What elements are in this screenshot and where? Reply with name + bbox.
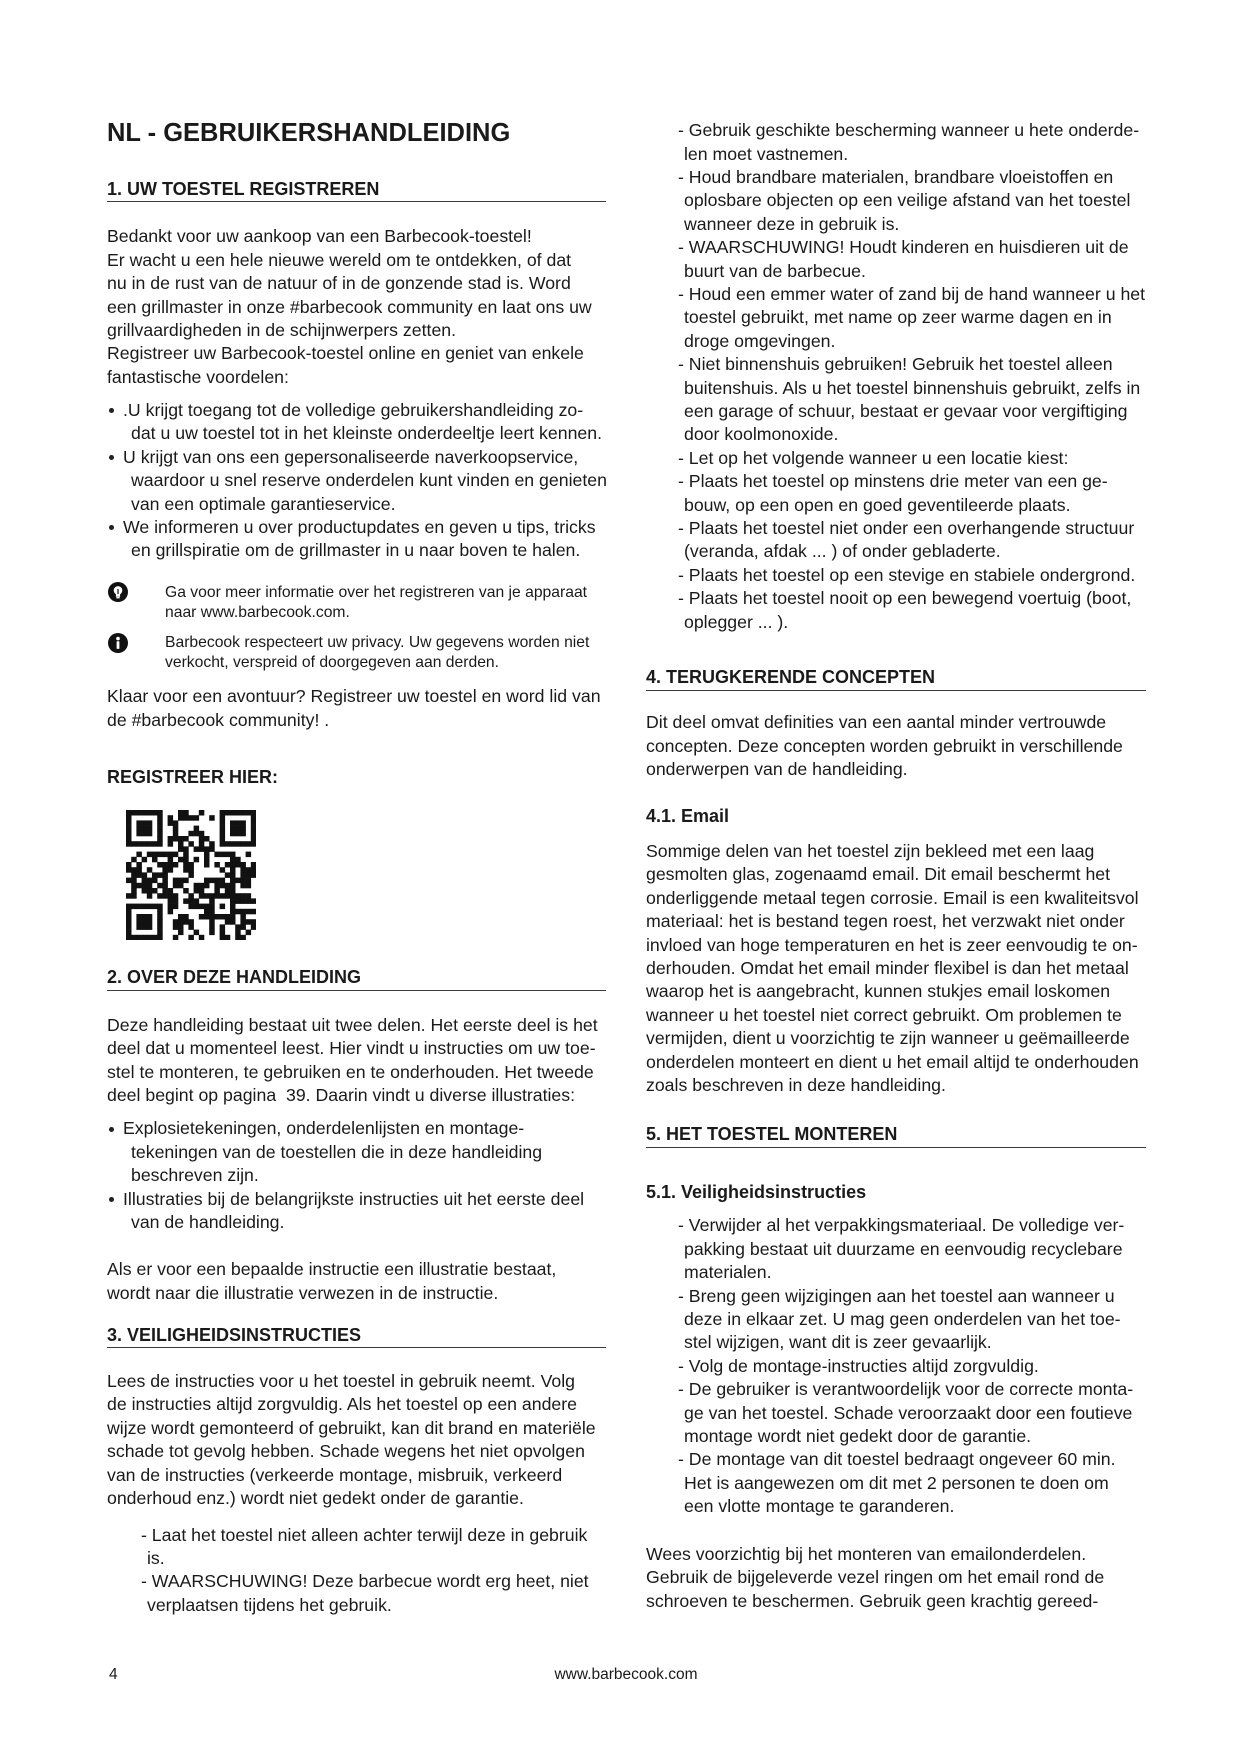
safety-intro: Lees de instructies voor u het toestel in gebruik neemt. Volg de instructies altijd zorgvuldig. Als het toestel op een andere wijze wordt gemonteerd of gebruikt, kan dit brand en materiële schade tot gevolg hebben. Schade wegens het niet opvolgen van de instructies (verkeerde montage, misbruik, verkeerd onderhoud enz.) wordt niet gedekt onder de garantie. xyxy=(107,1371,596,1509)
safety-warning-item: - Niet binnenshuis gebruiken! Gebruik het toestel alleen buitenshuis. Als u het toestel binnenshuis gebruikt, zelfs in een garage of schuur, bestaat er gevaar voor vergiftiging door koolmonoxide. xyxy=(678,354,1141,445)
section-heading-assembly: 5. HET TOESTEL MONTEREN xyxy=(646,1123,1146,1147)
register-here-label: REGISTREER HIER: xyxy=(107,767,279,788)
about-manual-outro: Als er voor een bepaalde instructie een illustratie bestaat, wordt naar die illustratie verwezen in de instructie. xyxy=(107,1259,557,1303)
safety-warning-item: - Plaats het toestel op minstens drie meter van een ge- bouw, op een open en goed geventileerde plaats. xyxy=(678,471,1108,515)
safety-warning-item: - Let op het volgende wanneer u een locatie kiest: xyxy=(678,447,1069,468)
registration-call-to-action: Klaar voor een avontuur? Registreer uw toestel en word lid van de #barbecook community! . xyxy=(107,686,601,730)
page-number: 4 xyxy=(109,1666,118,1683)
assembly-instruction-item: - De gebruiker is verantwoordelijk voor de correcte monta- ge van het toestel. Schade veroorzaakt door een foutieve montage wordt niet gedekt door de garantie. xyxy=(678,1379,1134,1447)
subheading-assembly-safety: 5.1. Veiligheidsinstructies xyxy=(646,1181,867,1202)
lightbulb-icon xyxy=(108,582,128,602)
list-item-text: Explosietekeningen, onderdelenlijsten en montage- tekeningen van de toestellen die in deze handleiding beschreven zijn. xyxy=(123,1118,543,1186)
bullet-icon xyxy=(109,525,114,530)
safety-warnings-list-part2 xyxy=(678,119,1148,634)
list-item xyxy=(107,1188,606,1235)
email-description: Sommige delen van het toestel zijn bekleed met een laag gesmolten glas, zogenaamd email. Dit email beschermt het onderliggende metaal tegen corrosie. Email is een kwaliteitsvol materiaal: het is bestand tegen roest, het verzwakt niet onder invloed van hoge temperaturen en het is zeer eenvoudig te on- derhouden. Omdat het email minder flexibel is dan het metaal waarop het is aangebracht, kunnen stukjes email loskomen wanneer u het toestel niet correct gebruikt. Om problemen te vermijden, dient u voorzichtig te zijn wanneer u geëmailleerde onderdelen monteert en dient u het email altijd te onderhouden zoals beschreven in deze handleiding. xyxy=(646,841,1139,1096)
qr-code xyxy=(126,810,256,940)
safety-warnings-list-part1 xyxy=(141,1524,606,1618)
registration-info-note: Ga voor meer informatie over het registreren van je apparaat naar www.barbecook.com. xyxy=(165,584,588,622)
safety-warning-item: - Laat het toestel niet alleen achter terwijl deze in gebruik is. xyxy=(141,1524,588,1568)
bullet-icon xyxy=(109,408,114,413)
concepts-intro: Dit deel omvat definities van een aantal minder vertrouwde concepten. Deze concepten worden gebruikt in verschillende onderwerpen van de handleiding. xyxy=(646,712,1123,780)
benefit-item xyxy=(107,446,606,516)
benefit-text: .U krijgt toegang tot de volledige gebruikershandleiding zo- dat u uw toestel tot in het kleinste onderdeeltje leert kennen. xyxy=(123,400,602,444)
section-heading-about-manual: 2. OVER DEZE HANDLEIDING xyxy=(107,966,606,990)
safety-warning-item: - WAARSCHUWING! Houdt kinderen en huisdieren uit de buurt van de barbecue. xyxy=(678,237,1129,281)
bullet-icon xyxy=(109,455,114,460)
assembly-instruction-item: - De montage van dit toestel bedraagt ongeveer 60 min. Het is aangewezen om dit met 2 personen te doen om een vlotte montage te garanderen. xyxy=(678,1449,1116,1517)
footer-url: www.barbecook.com xyxy=(554,1666,698,1683)
list-item xyxy=(107,1117,606,1187)
benefit-text: We informeren u over productupdates en geven u tips, tricks en grillspiratie om de grillmaster in u naar boven te halen. xyxy=(123,517,596,561)
benefit-item xyxy=(107,399,606,446)
section-heading-safety: 3. VEILIGHEIDSINSTRUCTIES xyxy=(107,1324,606,1348)
assembly-instruction-item: - Verwijder al het verpakkingsmateriaal. De volledige ver- pakking bestaat uit duurzame en eenvoudig recyclebare materialen. xyxy=(678,1215,1125,1283)
assembly-closing-text: Wees voorzichtig bij het monteren van emailonderdelen. Gebruik de bijgeleverde vezel ringen om het email rond de schroeven te beschermen. Gebruik geen krachtig gereed- xyxy=(646,1543,1105,1611)
section-heading-concepts: 4. TERUGKERENDE CONCEPTEN xyxy=(646,666,1146,690)
section-heading-registration: 1. UW TOESTEL REGISTREREN xyxy=(107,178,606,202)
safety-warning-item: - Houd brandbare materialen, brandbare vloeistoffen en oplosbare objecten op een veilige afstand van het toestel wanneer deze in gebruik is. xyxy=(678,166,1131,234)
safety-warning-item: - Plaats het toestel op een stevige en stabiele ondergrond. xyxy=(678,564,1136,585)
illustrations-list xyxy=(107,1117,606,1234)
safety-warning-item: - Plaats het toestel nooit op een bewegend voertuig (boot, oplegger ... ). xyxy=(678,588,1132,632)
document-title: NL - GEBRUIKERSHANDLEIDING xyxy=(107,119,511,147)
benefits-list xyxy=(107,399,606,563)
assembly-instruction-item: - Breng geen wijzigingen aan het toestel aan wanneer u deze in elkaar zet. U mag geen onderdelen van het toe- stel wijzigen, want dit is zeer gevaarlijk. xyxy=(678,1285,1121,1353)
list-item-text: Illustraties bij de belangrijkste instructies uit het eerste deel van de handleiding. xyxy=(123,1188,585,1233)
benefit-item xyxy=(107,516,606,563)
bullet-icon xyxy=(109,1127,114,1132)
safety-warning-item: - WAARSCHUWING! Deze barbecue wordt erg heet, niet verplaatsen tijdens het gebruik. xyxy=(141,1571,589,1615)
assembly-instruction-item: - Volg de montage-instructies altijd zorgvuldig. xyxy=(678,1355,1039,1376)
safety-warning-item: - Plaats het toestel niet onder een overhangende structuur (veranda, afdak ... ) of onder gebladerte. xyxy=(678,518,1135,562)
registration-intro: Bedankt voor uw aankoop van een Barbecook-toestel! Er wacht u een hele nieuwe wereld om te ontdekken, of dat nu in de rust van de natuur of in de gonzende stad is. Word een grillmaster in onze #barbecook community en laat ons uw grillvaardigheden in de schijnwerpers zetten. Registreer uw Barbecook-toestel online en geniet van enkele fantastische voordelen: xyxy=(107,226,592,387)
assembly-instructions-list xyxy=(678,1214,1148,1518)
safety-warning-item: - Gebruik geschikte bescherming wanneer u hete onderde- len moet vastnemen. xyxy=(678,120,1140,164)
bullet-icon xyxy=(109,1197,114,1202)
subheading-email: 4.1. Email xyxy=(646,806,730,826)
privacy-note: Barbecook respecteert uw privacy. Uw gegevens worden niet verkocht, verspreid of doorgegeven aan derden. xyxy=(165,633,590,672)
info-icon xyxy=(108,633,128,653)
safety-warning-item: - Houd een emmer water of zand bij de hand wanneer u het toestel gebruikt, met name op zeer warme dagen en in droge omgevingen. xyxy=(678,283,1146,351)
about-manual-intro: Deze handleiding bestaat uit twee delen. Het eerste deel is het deel dat u momenteel leest. Hier vindt u instructies om uw toe- stel te monteren, te gebruiken en te onderhouden. Het tweede deel begint op pagina 39. Daarin vindt u diverse illustraties: xyxy=(107,1014,598,1105)
benefit-text: U krijgt van ons een gepersonaliseerde naverkoopservice, waardoor u snel reserve onderdelen kunt vinden en genieten van een optimale garantieservice. xyxy=(123,446,607,514)
